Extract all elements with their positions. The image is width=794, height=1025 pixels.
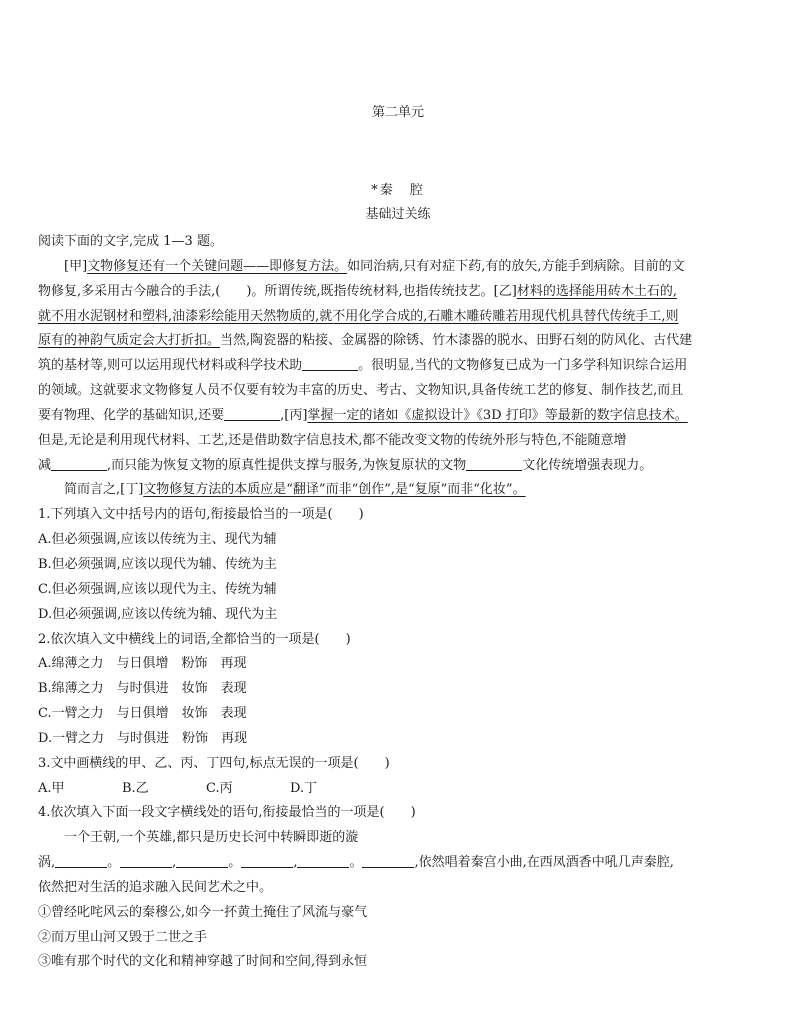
unit-title: 第二单元 [371, 105, 424, 120]
passage-line: 减 ,而只能为恢复文物的原真性提供支撑与服务,为恢复原状的文物 文化传统增强表现力。 [38, 454, 758, 479]
q2-option-b[interactable]: B.绵薄之力 与时俱进 妆饰 表现 [38, 681, 247, 697]
fill-blank[interactable] [241, 852, 293, 868]
q4-item-2: ②而万里山河又毁于二世之手 [38, 929, 208, 945]
q3-option-a[interactable]: A.甲 [38, 780, 65, 796]
passage-line [38, 305, 758, 330]
q2-option-a[interactable]: A.绵薄之力 与日俱增 粉饰 再现 [38, 656, 247, 672]
fill-blank[interactable] [297, 852, 349, 868]
q1-option-d[interactable]: D.但必须强调,应该以传统为辅、现代为主 [38, 606, 278, 622]
q2-option-d[interactable]: D.一臂之力 与时俱进 粉饰 再现 [38, 730, 248, 746]
underlined-sentence-bing: 掌握一定的诸如《虚拟设计》《3D 打印》等最新的数字信息技术。 [307, 407, 688, 423]
q3-option-c[interactable]: C.丙 [206, 780, 233, 796]
passage-line: 要有物理、化学的基础知识,还要 ,[丙]掌握一定的诸如《虚拟设计》《3D 打印》等最新的数字信息技术。 [38, 404, 758, 429]
q1-option-b[interactable]: B.但必须强调,应该以现代为辅、传统为主 [38, 556, 277, 572]
question-3-stem: 3.文中画横线的甲、乙、丙、丁四句,标点无误的一项是( ) [38, 755, 390, 771]
question-2-stem: 2.依次填入文中横线上的词语,全都恰当的一项是( ) [38, 631, 351, 647]
question-4-stem: 4.依次填入下面一段文字横线处的语句,衔接最恰当的一项是( ) [38, 805, 416, 821]
underlined-sentence-ding: 文物修复方法的本质应是“翻译”而非“创作”,是“复原”而非“化妆”。 [143, 482, 526, 498]
q1-option-c[interactable]: C.但必须强调,应该以现代为主、传统为辅 [38, 581, 277, 597]
q1-option-a[interactable]: A.但必须强调,应该以传统为主、现代为辅 [38, 532, 277, 548]
q3-option-b[interactable]: B.乙 [122, 780, 149, 796]
passage-line: 的领域。这就要求文物修复人员不仅要有较为丰富的历史、考古、文物知识,具备传统工艺的修复、制作技艺,而且 [38, 383, 684, 399]
content [38, 230, 758, 975]
q4-item-1: ①曾经叱咤风云的秦穆公,如今一抔黄土掩住了风流与豪气 [38, 904, 368, 920]
q4-item-3: ③唯有那个时代的文化和精神穿越了时间和空间,得到永恒 [38, 954, 368, 970]
passage-line: [甲]文物修复还有一个关键问题——即修复方法。如同治病,只有对症下药,有的放矢,方能手到病除。目前的文 [64, 258, 685, 274]
fill-blank[interactable] [55, 852, 107, 868]
reading-intro: 阅读下面的文字,完成 1—3 题。 [38, 234, 223, 249]
q2-option-c[interactable]: C.一臂之力 与日俱增 妆饰 表现 [38, 706, 247, 722]
passage-line: 筑的基材等,则可以运用现代材料或科学技术助 。很明显,当代的文物修复已成为一门多学科知识综合运用 [38, 354, 758, 379]
lesson-title: *秦 腔 [371, 183, 425, 198]
q4-text-line: 一个王朝,一个英雄,都只是历史长河中转瞬即逝的漩 [64, 830, 359, 846]
passage-line: 物修复,多采用古今融合的手法,( )。所谓传统,既指传统材料,也指传统技艺。[乙]材料的选择能用砖木土石的, [38, 283, 677, 299]
fill-blank[interactable] [224, 405, 280, 421]
marker-jia: [甲] [64, 258, 88, 274]
passage-line: 原有的神韵气质定会大打折扣。当然,陶瓷器的粘接、金属器的除锈、竹木漆器的脱水、田野石刻的防风化、古代建 [38, 333, 693, 349]
underlined-sentence-yi-end: 原有的神韵气质定会大打折扣。 [38, 333, 221, 349]
fill-blank[interactable] [466, 455, 522, 471]
q4-text-line: 依然把对生活的追求融入民间艺术之中。 [38, 879, 273, 895]
underlined-sentence-yi-cont: 就不用水泥钢材和塑料,油漆彩绘能用天然物质的,就不用化学合成的,石雕木雕砖雕若用现代机具替代传统手工,则 [38, 308, 679, 324]
q3-option-d[interactable]: D.丁 [290, 780, 318, 796]
fill-blank[interactable] [176, 852, 228, 868]
fill-blank[interactable] [120, 852, 172, 868]
passage-line: 简而言之,[丁]文物修复方法的本质应是“翻译”而非“创作”,是“复原”而非“化妆”。 [64, 482, 526, 498]
underlined-sentence-yi: 材料的选择能用砖木土石的, [516, 283, 677, 299]
fill-blank[interactable] [362, 852, 414, 868]
passage-line: 但是,无论是利用现代材料、工艺,还是借助数字信息技术,都不能改变文物的传统外形与特色,不能随意增 [38, 432, 627, 448]
q4-text-line: 涡, 。 , 。 , 。 ,依然唱着秦宫小曲,在西凤酒香中吼几声秦腔, [38, 851, 758, 876]
fill-blank[interactable] [302, 355, 358, 371]
underlined-sentence-jia: 文物修复还有一个关键问题——即修复方法。 [87, 258, 348, 274]
q3-options [38, 777, 758, 802]
question-1-stem: 1.下列填入文中括号内的语句,衔接最恰当的一项是( ) [38, 507, 364, 523]
fill-blank[interactable] [51, 455, 107, 471]
section-title: 基础过关练 [365, 207, 431, 222]
